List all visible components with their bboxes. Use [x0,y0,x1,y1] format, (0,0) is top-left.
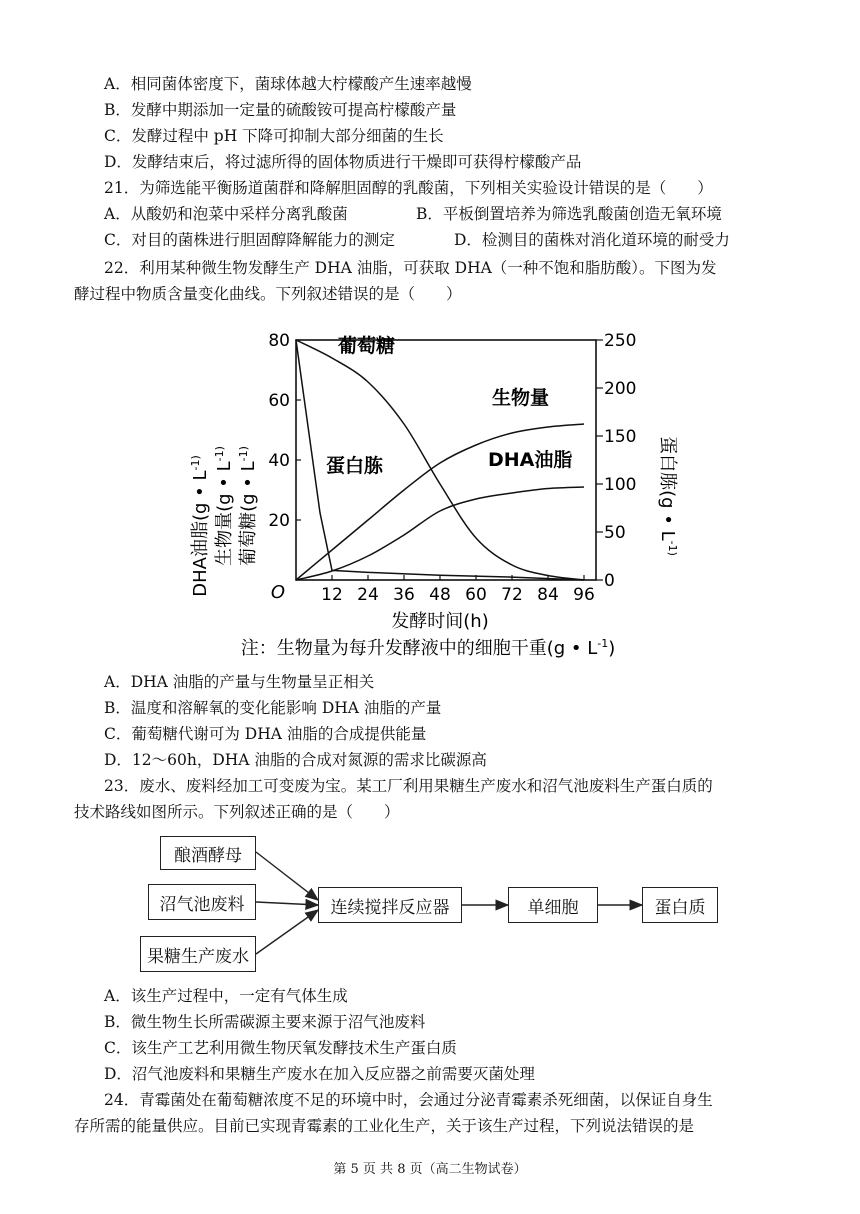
y-left-tick-label: 80 [268,331,290,351]
series-line-dha [296,487,584,580]
q23-stem-1: 23．废水、废料经加工可变废为宝。某工厂利用果糖生产废水和沼气池废料生产蛋白质的 [104,777,713,795]
q20-option-c: C．发酵过程中 pH 下降可抑制大部分细菌的生长 [104,127,444,145]
x-tick-label: 48 [429,585,451,605]
q22-option-c: C．葡萄糖代谢可为 DHA 油脂的合成提供能量 [104,725,427,743]
series-label-biomass: 生物量 [492,387,550,409]
ylabel-left-dha: DHA油脂(g • $L^{-1)}$ [189,455,211,597]
x-tick-label: 72 [501,585,523,605]
flow-box-reactor: 连续搅拌反应器 [318,887,462,923]
q21-option-d: D．检测目的菌株对消化道环境的耐受力 [454,231,730,249]
y-right-tick-label: 100 [604,475,637,495]
origin-label: O [270,582,286,603]
page-footer: 第 5 页 共 8 页（高二生物试卷） [333,1162,527,1177]
arrow-yeast [256,852,318,900]
arrow-wastewater [256,910,318,954]
y-left-tick-label: 40 [268,451,290,471]
flow-box-single-cell: 单细胞 [508,887,598,923]
y-right-tick-label: 50 [604,523,626,543]
flow-box-biogas-waste: 沼气池废料 [148,884,256,920]
q23-option-d: D．沼气池废料和果糖生产废水在加入反应器之前需要灭菌处理 [104,1065,535,1083]
flow-box-protein: 蛋白质 [642,887,718,923]
arrow-waste [256,902,318,905]
x-axis-label: 发酵时间(h) [391,611,489,632]
q24-stem-2: 存所需的能量供应。目前已实现青霉素的工业化生产，关于该生产过程，下列说法错误的是 [74,1117,695,1135]
q23-option-a: A．该生产过程中，一定有气体生成 [104,987,348,1005]
q22-stem-1: 22．利用某种微生物发酵生产 DHA 油脂，可获取 DHA（一种不饱和脂肪酸）。下图为发 [104,259,717,277]
series-line-biomass [296,424,584,580]
y-left-tick-label: 60 [268,391,290,411]
q21-option-c: C．对目的菌株进行胆固醇降解能力的测定 [104,231,395,249]
q21-stem: 21．为筛选能平衡肠道菌群和降解胆固醇的乳酸菌，下列相关实验设计错误的是（ ） [104,179,713,197]
ylabel-left-biomass: 生物量(g • $L^{-1)}$ [213,446,235,566]
chart-note: 注：生物量为每升发酵液中的细胞干重(g • $L^{-1}$) [240,637,616,659]
q24-stem-1: 24．青霉菌处在葡萄糖浓度不足的环境中时，会通过分泌青霉素杀死细菌，以保证自身生 [104,1091,713,1109]
q22-stem-2: 酵过程中物质含量变化曲线。下列叙述错误的是（ ） [74,285,462,303]
y-right-tick-label: 0 [604,571,615,591]
q22-option-d: D．12～60h，DHA 油脂的合成对氮源的需求比碳源高 [104,751,487,769]
x-tick-label: 60 [465,585,487,605]
y-left-tick-label: 20 [268,511,290,531]
y-axis-label-right: 蛋白胨(g • $L^{-1)}$ [657,436,679,556]
series-label-peptone: 蛋白胨 [326,455,384,477]
flow-box-fructose-wastewater: 果糖生产废水 [140,936,256,972]
flow-box-yeast: 酿酒酵母 [160,836,256,870]
q23-option-c: C．该生产工艺利用微生物厌氧发酵技术生产蛋白质 [104,1039,457,1057]
q20-option-d: D．发酵结束后，将过滤所得的固体物质进行干燥即可获得柠檬酸产品 [104,153,582,171]
ylabel-left-glucose: 葡萄糖(g • $L^{-1)}$ [237,446,259,566]
q22-option-a: A．DHA 油脂的产量与生物量呈正相关 [104,673,375,691]
series-label-glucose: 葡萄糖 [338,335,396,357]
q21-option-a: A．从酸奶和泡菜中采样分离乳酸菌 [104,205,348,223]
x-tick-label: 24 [357,585,379,605]
y-right-tick-label: 250 [604,331,637,351]
series-label-dha: DHA油脂 [488,449,573,471]
y-right-tick-label: 200 [604,379,637,399]
q23-option-b: B．微生物生长所需碳源主要来源于沼气池废料 [104,1013,426,1031]
q20-option-a: A．相同菌体密度下，菌球体越大柠檬酸产生速率越慢 [104,75,472,93]
y-axis-label-left [189,446,259,597]
x-tick-label: 12 [321,585,343,605]
y-right-tick-label: 150 [604,427,637,447]
q22-option-b: B．温度和溶解氧的变化能影响 DHA 油脂的产量 [104,699,442,717]
x-tick-label: 36 [393,585,415,605]
x-tick-label: 84 [537,585,559,605]
x-tick-label: 96 [573,585,595,605]
q21-option-b: B．平板倒置培养为筛选乳酸菌创造无氧环境 [416,205,722,223]
fermentation-chart [170,316,690,666]
q20-option-b: B．发酵中期添加一定量的硫酸铵可提高柠檬酸产量 [104,101,457,119]
q23-stem-2: 技术路线如图所示。下列叙述正确的是（ ） [74,803,400,821]
